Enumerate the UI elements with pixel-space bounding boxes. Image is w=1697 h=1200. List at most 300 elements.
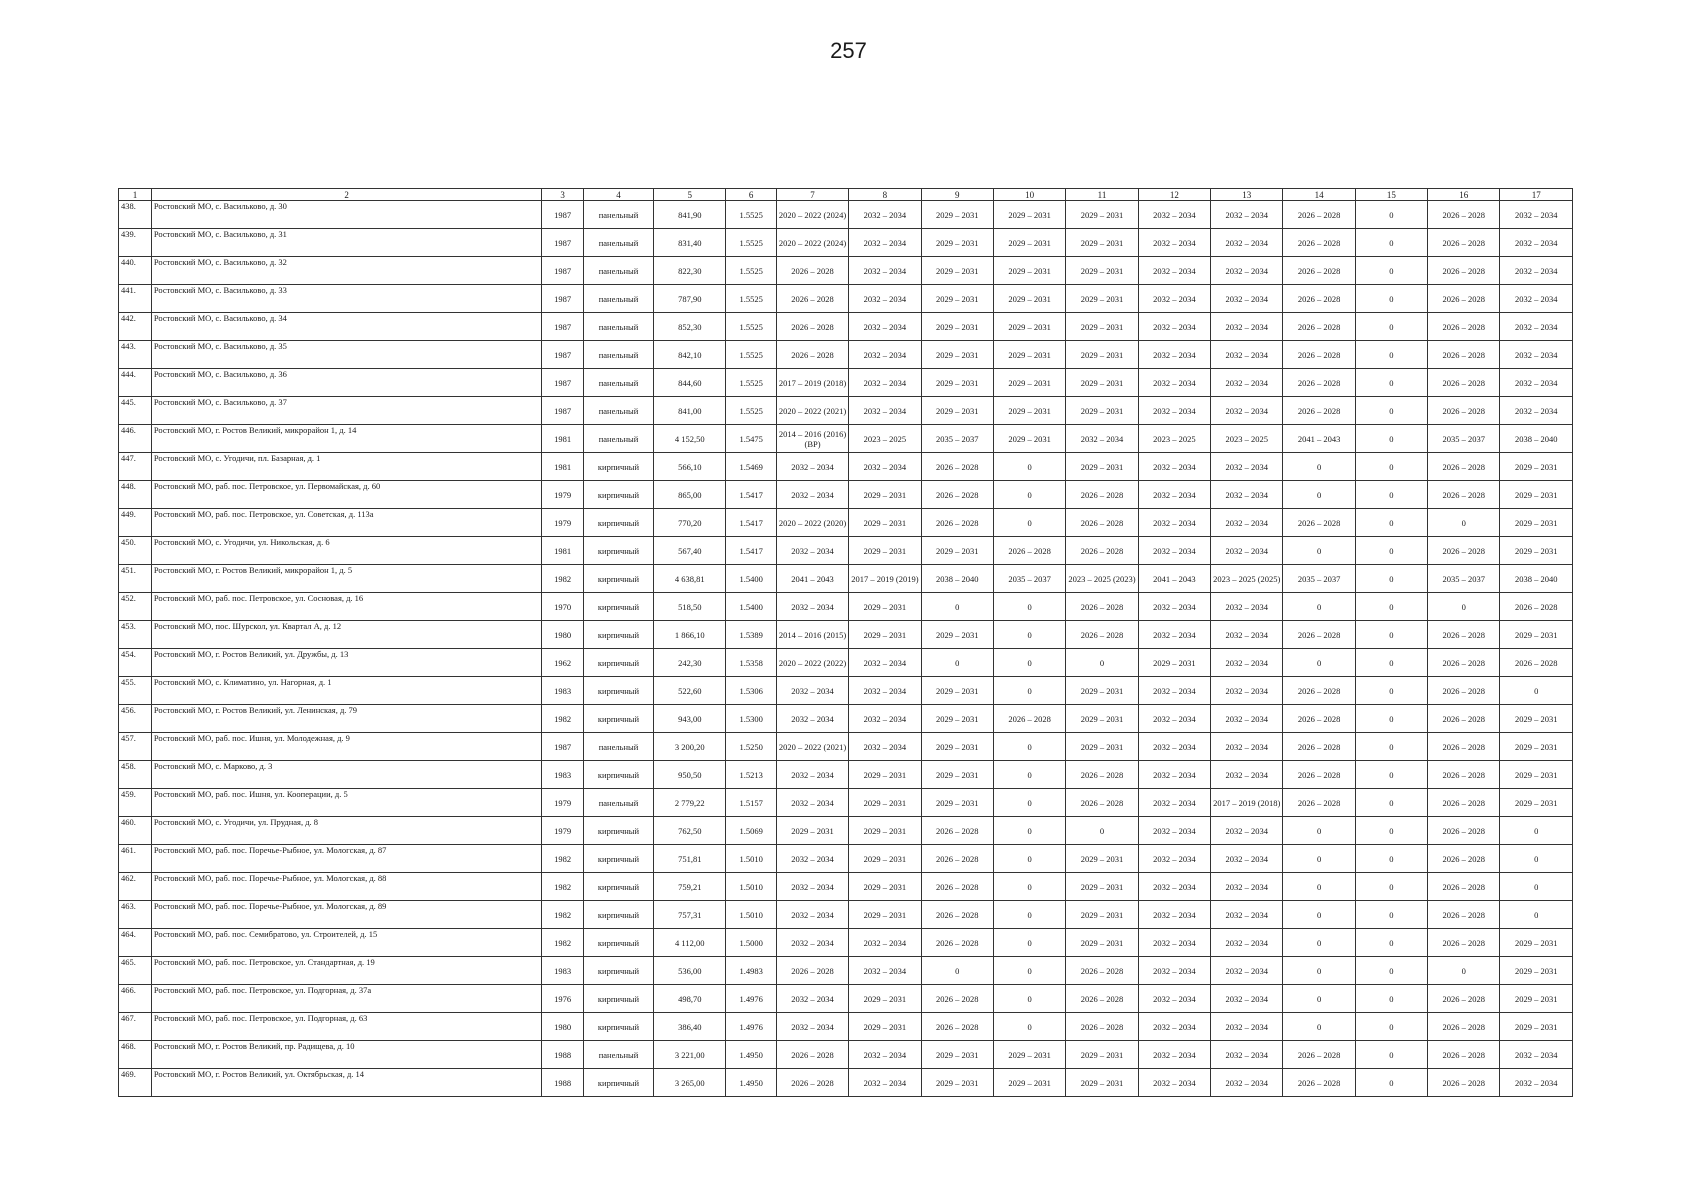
table-cell: 2032 – 2034 [1500, 313, 1573, 341]
address-cell: Ростовский МО, раб. пос. Ишня, ул. Кооперации, д. 5 [151, 789, 541, 817]
table-cell: 751,81 [654, 845, 726, 873]
table-cell: 2023 – 2025 [849, 425, 921, 453]
table-cell: 2026 – 2028 [1428, 313, 1500, 341]
table-cell: 762,50 [654, 817, 726, 845]
table-cell: 2032 – 2034 [1138, 677, 1210, 705]
table-cell: 0 [1355, 873, 1427, 901]
table-cell: 0 [1500, 873, 1573, 901]
column-header-11: 11 [1066, 189, 1138, 201]
table-cell: 2026 – 2028 [776, 957, 848, 985]
table-cell: 518,50 [654, 593, 726, 621]
table-cell: 2029 – 2031 [993, 1041, 1065, 1069]
table-cell: 2029 – 2031 [1066, 677, 1138, 705]
table-cell: 2026 – 2028 [1283, 341, 1355, 369]
table-cell: 2029 – 2031 [1066, 1069, 1138, 1097]
table-cell: 2029 – 2031 [849, 481, 921, 509]
table-cell: 2038 – 2040 [1500, 565, 1573, 593]
table-cell: 2029 – 2031 [921, 621, 993, 649]
table-cell: 2026 – 2028 [921, 845, 993, 873]
table-cell: 2020 – 2022 (2021) [776, 733, 848, 761]
address-cell: Ростовский МО, раб. пос. Петровское, ул. Стандартная, д. 19 [151, 957, 541, 985]
table-cell: 943,00 [654, 705, 726, 733]
table-cell: 2020 – 2022 (2021) [776, 397, 848, 425]
table-cell: 2029 – 2031 [1500, 733, 1573, 761]
table-row [119, 621, 1573, 649]
column-header-16: 16 [1428, 189, 1500, 201]
address-cell: Ростовский МО, раб. пос. Петровское, ул. Подгорная, д. 37а [151, 985, 541, 1013]
row-number-cell: 444. [119, 369, 152, 397]
table-cell: 0 [1355, 229, 1427, 257]
housing-register-table [118, 188, 1573, 1097]
table-cell: 2026 – 2028 [1066, 957, 1138, 985]
table-cell: 2032 – 2034 [849, 285, 921, 313]
table-cell: 1988 [542, 1041, 584, 1069]
table-cell: 2029 – 2031 [1500, 509, 1573, 537]
table-cell: 2026 – 2028 [1428, 649, 1500, 677]
table-cell: 1.5069 [726, 817, 776, 845]
table-cell: 2029 – 2031 [921, 369, 993, 397]
table-cell: 1.5525 [726, 257, 776, 285]
table-cell: 2026 – 2028 [1283, 257, 1355, 285]
table-cell: 2032 – 2034 [1138, 985, 1210, 1013]
table-cell: 2026 – 2028 [776, 341, 848, 369]
table-cell: 1.5010 [726, 845, 776, 873]
row-number-cell: 462. [119, 873, 152, 901]
table-cell: 2029 – 2031 [849, 1013, 921, 1041]
table-cell: 822,30 [654, 257, 726, 285]
table-cell: 0 [1355, 593, 1427, 621]
table-cell: 2017 – 2019 (2018) [776, 369, 848, 397]
table-cell: 2032 – 2034 [1211, 761, 1283, 789]
table-cell: 536,00 [654, 957, 726, 985]
table-cell: 2029 – 2031 [921, 789, 993, 817]
table-cell: 2032 – 2034 [1138, 369, 1210, 397]
table-cell: кирпичный [583, 817, 653, 845]
table-cell: 2032 – 2034 [849, 1069, 921, 1097]
table-cell: 0 [1500, 845, 1573, 873]
table-cell: 0 [1283, 873, 1355, 901]
table-cell: 2026 – 2028 [1428, 845, 1500, 873]
table-row [119, 201, 1573, 229]
row-number-cell: 458. [119, 761, 152, 789]
row-number-cell: 455. [119, 677, 152, 705]
row-number-cell: 439. [119, 229, 152, 257]
table-cell: 2041 – 2043 [1283, 425, 1355, 453]
address-cell: Ростовский МО, г. Ростов Великий, микрорайон 1, д. 14 [151, 425, 541, 453]
row-number-cell: 453. [119, 621, 152, 649]
table-cell: 2032 – 2034 [1138, 957, 1210, 985]
table-cell: 831,40 [654, 229, 726, 257]
table-cell: 2029 – 2031 [921, 1041, 993, 1069]
address-cell: Ростовский МО, раб. пос. Поречье-Рыбное, ул. Мологская, д. 87 [151, 845, 541, 873]
table-cell: 2026 – 2028 [1283, 677, 1355, 705]
table-cell: 0 [1355, 397, 1427, 425]
table-row [119, 705, 1573, 733]
table-cell: 2032 – 2034 [1138, 1069, 1210, 1097]
table-cell: 2026 – 2028 [1428, 1013, 1500, 1041]
table-cell: 0 [993, 761, 1065, 789]
table-cell: 2029 – 2031 [1066, 285, 1138, 313]
table-cell: 1.5010 [726, 873, 776, 901]
table-cell: 0 [1355, 481, 1427, 509]
table-cell: 2032 – 2034 [776, 593, 848, 621]
table-cell: 2023 – 2025 [1138, 425, 1210, 453]
table-cell: 2026 – 2028 [921, 929, 993, 957]
table-row [119, 565, 1573, 593]
table-cell: 4 638,81 [654, 565, 726, 593]
table-cell: 2026 – 2028 [1428, 901, 1500, 929]
table-cell: 2029 – 2031 [1066, 453, 1138, 481]
table-cell: 0 [993, 649, 1065, 677]
row-number-cell: 450. [119, 537, 152, 565]
address-cell: Ростовский МО, с. Марково, д. 3 [151, 761, 541, 789]
table-cell: 0 [993, 929, 1065, 957]
address-cell: Ростовский МО, раб. пос. Поречье-Рыбное, ул. Мологская, д. 89 [151, 901, 541, 929]
table-cell: 1979 [542, 481, 584, 509]
address-cell: Ростовский МО, раб. пос. Петровское, ул. Сосновая, д. 16 [151, 593, 541, 621]
row-number-cell: 443. [119, 341, 152, 369]
table-cell: 2026 – 2028 [1428, 453, 1500, 481]
table-cell: 1970 [542, 593, 584, 621]
table-cell: 2032 – 2034 [776, 873, 848, 901]
table-cell: 2029 – 2031 [849, 509, 921, 537]
row-number-cell: 469. [119, 1069, 152, 1097]
table-cell: 2029 – 2031 [776, 817, 848, 845]
table-cell: 0 [1355, 313, 1427, 341]
table-cell: 1.5525 [726, 341, 776, 369]
table-cell: 2032 – 2034 [1138, 1013, 1210, 1041]
table-row [119, 285, 1573, 313]
row-number-cell: 438. [119, 201, 152, 229]
table-cell: 2032 – 2034 [1138, 257, 1210, 285]
table-cell: 2026 – 2028 [921, 453, 993, 481]
table-cell: 1987 [542, 257, 584, 285]
table-cell: 0 [993, 1013, 1065, 1041]
column-header-9: 9 [921, 189, 993, 201]
table-cell: кирпичный [583, 677, 653, 705]
table-cell: 759,21 [654, 873, 726, 901]
table-cell: 2029 – 2031 [1500, 537, 1573, 565]
table-cell: 2032 – 2034 [1138, 341, 1210, 369]
row-number-cell: 452. [119, 593, 152, 621]
table-cell: 0 [993, 957, 1065, 985]
table-cell: 0 [1283, 481, 1355, 509]
table-cell: панельный [583, 369, 653, 397]
column-header-7: 7 [776, 189, 848, 201]
table-cell: 1.5417 [726, 537, 776, 565]
table-cell: 0 [1355, 957, 1427, 985]
table-row [119, 537, 1573, 565]
table-cell: 1983 [542, 957, 584, 985]
table-cell: 2032 – 2034 [1500, 369, 1573, 397]
table-cell: кирпичный [583, 901, 653, 929]
table-cell: 2032 – 2034 [1211, 453, 1283, 481]
table-cell: 1982 [542, 873, 584, 901]
table-cell: 0 [921, 649, 993, 677]
table-cell: 1982 [542, 565, 584, 593]
table-cell: 1.5358 [726, 649, 776, 677]
table-row [119, 1013, 1573, 1041]
table-cell: кирпичный [583, 565, 653, 593]
table-cell: 0 [1355, 845, 1427, 873]
table-cell: 0 [921, 957, 993, 985]
table-cell: 3 200,20 [654, 733, 726, 761]
row-number-cell: 454. [119, 649, 152, 677]
table-cell: 2029 – 2031 [1500, 929, 1573, 957]
table-row [119, 649, 1573, 677]
table-cell: 1.5400 [726, 565, 776, 593]
row-number-cell: 446. [119, 425, 152, 453]
table-cell: 0 [1283, 957, 1355, 985]
table-cell: 2032 – 2034 [1211, 733, 1283, 761]
table-cell: 0 [1355, 1041, 1427, 1069]
table-cell: 844,60 [654, 369, 726, 397]
table-cell: 1.4950 [726, 1069, 776, 1097]
table-cell: 2020 – 2022 (2024) [776, 229, 848, 257]
table-cell: 2017 – 2019 (2019) [849, 565, 921, 593]
table-cell: 2029 – 2031 [1066, 313, 1138, 341]
table-cell: 2017 – 2019 (2018) [1211, 789, 1283, 817]
table-cell: 2026 – 2028 [1283, 1041, 1355, 1069]
row-number-cell: 465. [119, 957, 152, 985]
table-cell: 0 [1355, 537, 1427, 565]
table-cell: 2026 – 2028 [1428, 705, 1500, 733]
table-cell: 2026 – 2028 [776, 313, 848, 341]
table-cell: 0 [1355, 201, 1427, 229]
row-number-cell: 468. [119, 1041, 152, 1069]
table-cell: 2026 – 2028 [1428, 397, 1500, 425]
table-row [119, 873, 1573, 901]
table-cell: 2026 – 2028 [1428, 733, 1500, 761]
table-cell: 2029 – 2031 [1066, 845, 1138, 873]
address-cell: Ростовский МО, с. Васильково, д. 35 [151, 341, 541, 369]
table-cell: 0 [1355, 789, 1427, 817]
table-cell: 0 [1355, 677, 1427, 705]
table-row [119, 733, 1573, 761]
table-cell: 1983 [542, 677, 584, 705]
table-cell: 0 [993, 817, 1065, 845]
table-cell: 842,10 [654, 341, 726, 369]
table-cell: 2029 – 2031 [849, 537, 921, 565]
table-cell: 2032 – 2034 [1211, 845, 1283, 873]
table-cell: 2026 – 2028 [1283, 285, 1355, 313]
table-cell: 2032 – 2034 [849, 929, 921, 957]
table-cell: панельный [583, 425, 653, 453]
table-cell: 2029 – 2031 [1500, 985, 1573, 1013]
table-cell: 2026 – 2028 [1066, 789, 1138, 817]
table-cell: панельный [583, 733, 653, 761]
table-cell: 0 [1355, 901, 1427, 929]
table-cell: 2032 – 2034 [1500, 257, 1573, 285]
table-cell: 2029 – 2031 [1500, 621, 1573, 649]
table-cell: 2029 – 2031 [849, 789, 921, 817]
table-cell: 0 [1428, 957, 1500, 985]
table-cell: 2032 – 2034 [1138, 397, 1210, 425]
table-cell: 1979 [542, 509, 584, 537]
table-cell: 0 [1428, 593, 1500, 621]
table-cell: 2032 – 2034 [849, 733, 921, 761]
table-cell: 2026 – 2028 [1428, 761, 1500, 789]
table-cell: 2032 – 2034 [776, 677, 848, 705]
table-cell: 2026 – 2028 [1066, 1013, 1138, 1041]
table-cell: 2029 – 2031 [849, 873, 921, 901]
table-cell: 2029 – 2031 [1500, 957, 1573, 985]
table-cell: 2029 – 2031 [921, 733, 993, 761]
table-cell: 2020 – 2022 (2024) [776, 201, 848, 229]
table-cell: кирпичный [583, 957, 653, 985]
table-cell: 2029 – 2031 [921, 257, 993, 285]
table-cell: панельный [583, 313, 653, 341]
table-cell: 0 [993, 621, 1065, 649]
table-cell: 2032 – 2034 [776, 1013, 848, 1041]
table-cell: 2029 – 2031 [849, 985, 921, 1013]
table-cell: 0 [1283, 537, 1355, 565]
table-cell: 2032 – 2034 [1211, 1013, 1283, 1041]
table-cell: 2032 – 2034 [1138, 789, 1210, 817]
table-cell: 2032 – 2034 [776, 789, 848, 817]
table-cell: кирпичный [583, 509, 653, 537]
row-number-cell: 464. [119, 929, 152, 957]
table-cell: 522,60 [654, 677, 726, 705]
row-number-cell: 457. [119, 733, 152, 761]
address-cell: Ростовский МО, с. Угодичи, ул. Никольская, д. 6 [151, 537, 541, 565]
table-cell: 2026 – 2028 [1283, 397, 1355, 425]
table-cell: 2035 – 2037 [1283, 565, 1355, 593]
table-cell: 2029 – 2031 [849, 817, 921, 845]
table-cell: 1.5417 [726, 509, 776, 537]
table-row [119, 313, 1573, 341]
table-cell: 787,90 [654, 285, 726, 313]
address-cell: Ростовский МО, раб. пос. Петровское, ул. Советская, д. 113а [151, 509, 541, 537]
row-number-cell: 456. [119, 705, 152, 733]
table-cell: 2029 – 2031 [1066, 1041, 1138, 1069]
table-cell: 2032 – 2034 [1138, 593, 1210, 621]
table-cell: 0 [1066, 649, 1138, 677]
column-header-17: 17 [1500, 189, 1573, 201]
table-cell: 1.4950 [726, 1041, 776, 1069]
row-number-cell: 447. [119, 453, 152, 481]
table-row [119, 957, 1573, 985]
table-cell: 2026 – 2028 [1428, 257, 1500, 285]
row-number-cell: 445. [119, 397, 152, 425]
table-cell: 2029 – 2031 [993, 257, 1065, 285]
table-cell: 0 [1283, 845, 1355, 873]
table-cell: 1.5213 [726, 761, 776, 789]
table-cell: 2032 – 2034 [1211, 985, 1283, 1013]
table-row [119, 509, 1573, 537]
table-cell: 1983 [542, 761, 584, 789]
table-cell: панельный [583, 257, 653, 285]
table-row [119, 397, 1573, 425]
table-cell: 2026 – 2028 [1428, 873, 1500, 901]
table-cell: 0 [1355, 929, 1427, 957]
table-cell: 1988 [542, 1069, 584, 1097]
table-cell: 865,00 [654, 481, 726, 509]
table-cell: 2029 – 2031 [1066, 929, 1138, 957]
table-row [119, 229, 1573, 257]
table-cell: 2026 – 2028 [1428, 789, 1500, 817]
table-cell: 0 [1283, 1013, 1355, 1041]
table-cell: 2029 – 2031 [1066, 397, 1138, 425]
table-cell: 2029 – 2031 [849, 761, 921, 789]
table-cell: 1.5525 [726, 369, 776, 397]
table-cell: 2032 – 2034 [1138, 313, 1210, 341]
table-row [119, 817, 1573, 845]
table-cell: 2032 – 2034 [1211, 593, 1283, 621]
table-cell: 1.5525 [726, 397, 776, 425]
table-cell: 0 [1355, 761, 1427, 789]
address-cell: Ростовский МО, с. Климатино, ул. Нагорная, д. 1 [151, 677, 541, 705]
table-cell: 2029 – 2031 [993, 229, 1065, 257]
table-cell: 2032 – 2034 [849, 201, 921, 229]
row-number-cell: 442. [119, 313, 152, 341]
table-cell: 2035 – 2037 [1428, 565, 1500, 593]
table-cell: 2029 – 2031 [921, 397, 993, 425]
table-cell: кирпичный [583, 873, 653, 901]
row-number-cell: 467. [119, 1013, 152, 1041]
table-cell: 2029 – 2031 [1500, 1013, 1573, 1041]
table-cell: 2029 – 2031 [921, 313, 993, 341]
table-cell: 2029 – 2031 [849, 845, 921, 873]
table-cell: 1982 [542, 901, 584, 929]
table-cell: 2026 – 2028 [921, 873, 993, 901]
address-cell: Ростовский МО, раб. пос. Петровское, ул. Подгорная, д. 63 [151, 1013, 541, 1041]
address-cell: Ростовский МО, с. Васильково, д. 31 [151, 229, 541, 257]
table-cell: панельный [583, 1041, 653, 1069]
table-cell: 2026 – 2028 [1283, 705, 1355, 733]
address-cell: Ростовский МО, г. Ростов Великий, пр. Радищева, д. 10 [151, 1041, 541, 1069]
table-cell: кирпичный [583, 705, 653, 733]
table-cell: 1987 [542, 369, 584, 397]
table-cell: 2029 – 2031 [921, 201, 993, 229]
address-cell: Ростовский МО, г. Ростов Великий, ул. Октябрьская, д. 14 [151, 1069, 541, 1097]
address-cell: Ростовский МО, с. Угодичи, ул. Прудная, д. 8 [151, 817, 541, 845]
table-cell: 2032 – 2034 [1211, 229, 1283, 257]
address-cell: Ростовский МО, с. Васильково, д. 36 [151, 369, 541, 397]
table-cell: 2026 – 2028 [1428, 285, 1500, 313]
table-cell: 1.4983 [726, 957, 776, 985]
table-cell: 2032 – 2034 [776, 901, 848, 929]
table-cell: 2029 – 2031 [1066, 257, 1138, 285]
table-cell: 2032 – 2034 [776, 845, 848, 873]
column-header-8: 8 [849, 189, 921, 201]
table-cell: 0 [1355, 1013, 1427, 1041]
table-cell: 2032 – 2034 [849, 1041, 921, 1069]
table-row [119, 425, 1573, 453]
table-cell: 2026 – 2028 [921, 1013, 993, 1041]
table-cell: 1.5417 [726, 481, 776, 509]
table-cell: 0 [1283, 817, 1355, 845]
table-cell: 1987 [542, 313, 584, 341]
row-number-cell: 466. [119, 985, 152, 1013]
table-cell: 2032 – 2034 [1211, 677, 1283, 705]
table-cell: 2032 – 2034 [1138, 817, 1210, 845]
table-cell: 2023 – 2025 [1211, 425, 1283, 453]
table-cell: 2032 – 2034 [1211, 313, 1283, 341]
table-cell: 2026 – 2028 [1283, 761, 1355, 789]
table-cell: кирпичный [583, 761, 653, 789]
table-cell: 2032 – 2034 [1211, 957, 1283, 985]
table-cell: 0 [993, 733, 1065, 761]
table-row [119, 257, 1573, 285]
table-cell: кирпичный [583, 593, 653, 621]
table-cell: 0 [1283, 929, 1355, 957]
address-cell: Ростовский МО, раб. пос. Ишня, ул. Молодежная, д. 9 [151, 733, 541, 761]
table-cell: 1.5525 [726, 313, 776, 341]
table-row [119, 677, 1573, 705]
table-cell: 2032 – 2034 [1211, 649, 1283, 677]
table-cell: 2032 – 2034 [1211, 1041, 1283, 1069]
